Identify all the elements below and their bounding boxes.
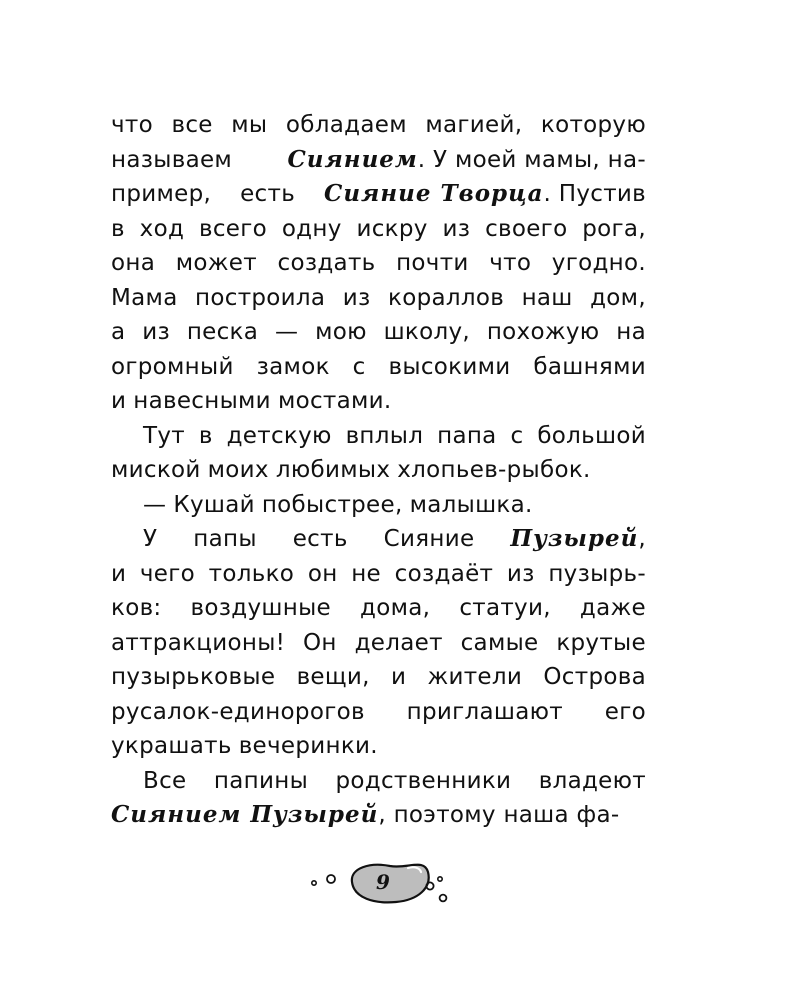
word: любимых xyxy=(275,457,391,483)
text-line xyxy=(111,177,646,212)
word: мы xyxy=(231,112,268,138)
word: в xyxy=(198,422,213,449)
word: есть xyxy=(240,181,296,207)
word: на xyxy=(616,319,646,345)
text-line xyxy=(111,798,646,833)
word: хлопьев-рыбок. xyxy=(397,457,591,483)
word: магией, xyxy=(425,112,523,138)
word: воздушные xyxy=(190,595,331,621)
word: крутые xyxy=(556,629,646,656)
word: самые xyxy=(460,629,539,656)
word: навесными xyxy=(133,388,271,414)
text-line xyxy=(111,108,646,143)
word: есть xyxy=(292,526,348,552)
word: пример, xyxy=(111,181,212,207)
word: может xyxy=(175,250,257,276)
word: почти xyxy=(396,250,469,276)
word: вплыл xyxy=(345,422,424,449)
word: русалок-единорогов xyxy=(111,698,365,725)
page-number: 9 xyxy=(376,870,390,894)
word: наш xyxy=(521,284,573,311)
word: вещи, xyxy=(296,664,370,690)
word: угодно. xyxy=(551,250,646,276)
magic-term: Сияние Творца xyxy=(324,180,544,207)
word: башнями xyxy=(533,353,646,380)
text-line xyxy=(111,143,646,178)
word: искру xyxy=(356,215,428,242)
word: высокими xyxy=(388,353,511,380)
word: она xyxy=(111,250,156,276)
word: . У моей мамы, на- xyxy=(417,146,646,173)
word: и xyxy=(390,664,407,690)
word: жители xyxy=(427,664,523,690)
word: что xyxy=(489,250,532,276)
text-line xyxy=(111,384,646,419)
word: все xyxy=(171,112,213,138)
word-group xyxy=(287,143,646,178)
word: песка xyxy=(186,319,259,345)
word: аттракционы! xyxy=(111,629,286,656)
word-group xyxy=(111,798,619,833)
word: он xyxy=(307,560,338,587)
text-line xyxy=(111,764,646,799)
word: мою xyxy=(315,319,367,345)
word: и xyxy=(111,388,127,414)
word: миской xyxy=(111,457,201,483)
text-line xyxy=(111,557,646,592)
word: статуи, xyxy=(459,595,551,621)
magic-term: Пузырей xyxy=(510,525,639,552)
word: создаёт xyxy=(394,560,494,587)
word: а xyxy=(111,319,126,345)
word: дома, xyxy=(360,595,431,621)
word: из xyxy=(506,560,535,587)
word: школу, xyxy=(383,319,471,345)
word: похожую xyxy=(486,319,600,345)
word: с xyxy=(510,422,524,449)
word: и xyxy=(111,560,127,587)
word: чего xyxy=(139,560,196,587)
text-line xyxy=(111,695,646,730)
text-line xyxy=(111,281,646,316)
word: построила xyxy=(195,284,326,311)
magic-term: Сиянием xyxy=(287,145,418,173)
word: моих xyxy=(207,457,269,483)
word: большой xyxy=(537,422,646,449)
word: , xyxy=(638,526,646,552)
word-group xyxy=(510,522,646,557)
word: владеют xyxy=(538,767,646,794)
page-number-badge xyxy=(300,852,460,912)
word: одну xyxy=(281,215,342,242)
text-line xyxy=(111,212,646,247)
word: родственники xyxy=(335,767,512,794)
text-line xyxy=(111,591,646,626)
word: украшать xyxy=(111,733,232,759)
word: с xyxy=(352,353,366,380)
word: что xyxy=(111,112,153,138)
word: Все xyxy=(143,767,187,794)
word: называем xyxy=(111,146,233,173)
word: в xyxy=(111,215,125,242)
word: Он xyxy=(303,629,337,656)
word: ход xyxy=(139,215,185,242)
text-line xyxy=(111,315,646,350)
word: которую xyxy=(540,112,646,138)
text-line xyxy=(111,246,646,281)
word: делает xyxy=(354,629,443,656)
word: рога, xyxy=(582,215,646,242)
word: приглашают xyxy=(406,698,563,725)
word: создать xyxy=(277,250,376,276)
word: замок xyxy=(256,353,330,380)
word: — xyxy=(274,319,299,345)
word: не xyxy=(351,560,381,587)
word: мостами. xyxy=(277,388,392,414)
text-line xyxy=(111,660,646,695)
word: пузырь- xyxy=(548,560,646,587)
word: ков: xyxy=(111,595,162,621)
word: малышка. xyxy=(409,491,533,518)
word: обладаем xyxy=(285,112,407,138)
word: детскую xyxy=(226,422,332,449)
word: папы xyxy=(193,526,257,552)
word: Мама xyxy=(111,284,178,311)
word: Кушай xyxy=(173,491,255,518)
word: вечеринки. xyxy=(238,733,378,759)
word: своего xyxy=(485,215,568,242)
word-group xyxy=(324,177,646,212)
word: даже xyxy=(579,595,646,621)
word: его xyxy=(604,698,646,725)
text-line xyxy=(111,729,646,764)
word: — xyxy=(143,491,167,518)
word: Сияние xyxy=(383,526,475,552)
word: из xyxy=(342,284,371,311)
word: только xyxy=(208,560,295,587)
word: папа xyxy=(437,422,497,449)
word: дом, xyxy=(590,284,646,311)
text-line xyxy=(111,522,646,557)
text-line xyxy=(111,488,646,523)
word: Тут xyxy=(143,422,185,449)
text-line xyxy=(111,419,646,454)
word: из xyxy=(142,319,170,345)
text-line xyxy=(111,453,646,488)
magic-term: Сиянием Пузырей xyxy=(111,801,379,828)
word: , поэтому наша фа- xyxy=(378,802,620,828)
text-line xyxy=(111,626,646,661)
word: побыстрее, xyxy=(261,491,403,518)
word: кораллов xyxy=(388,284,505,311)
word: У xyxy=(143,526,158,552)
word: всего xyxy=(198,215,267,242)
word: . Пустив xyxy=(543,181,646,207)
word: огромный xyxy=(111,353,234,380)
text-line xyxy=(111,350,646,385)
word: Острова xyxy=(543,664,646,690)
word: папины xyxy=(213,767,309,794)
page-body-text xyxy=(111,108,646,833)
word: пузырьковые xyxy=(111,664,276,690)
word: из xyxy=(442,215,471,242)
